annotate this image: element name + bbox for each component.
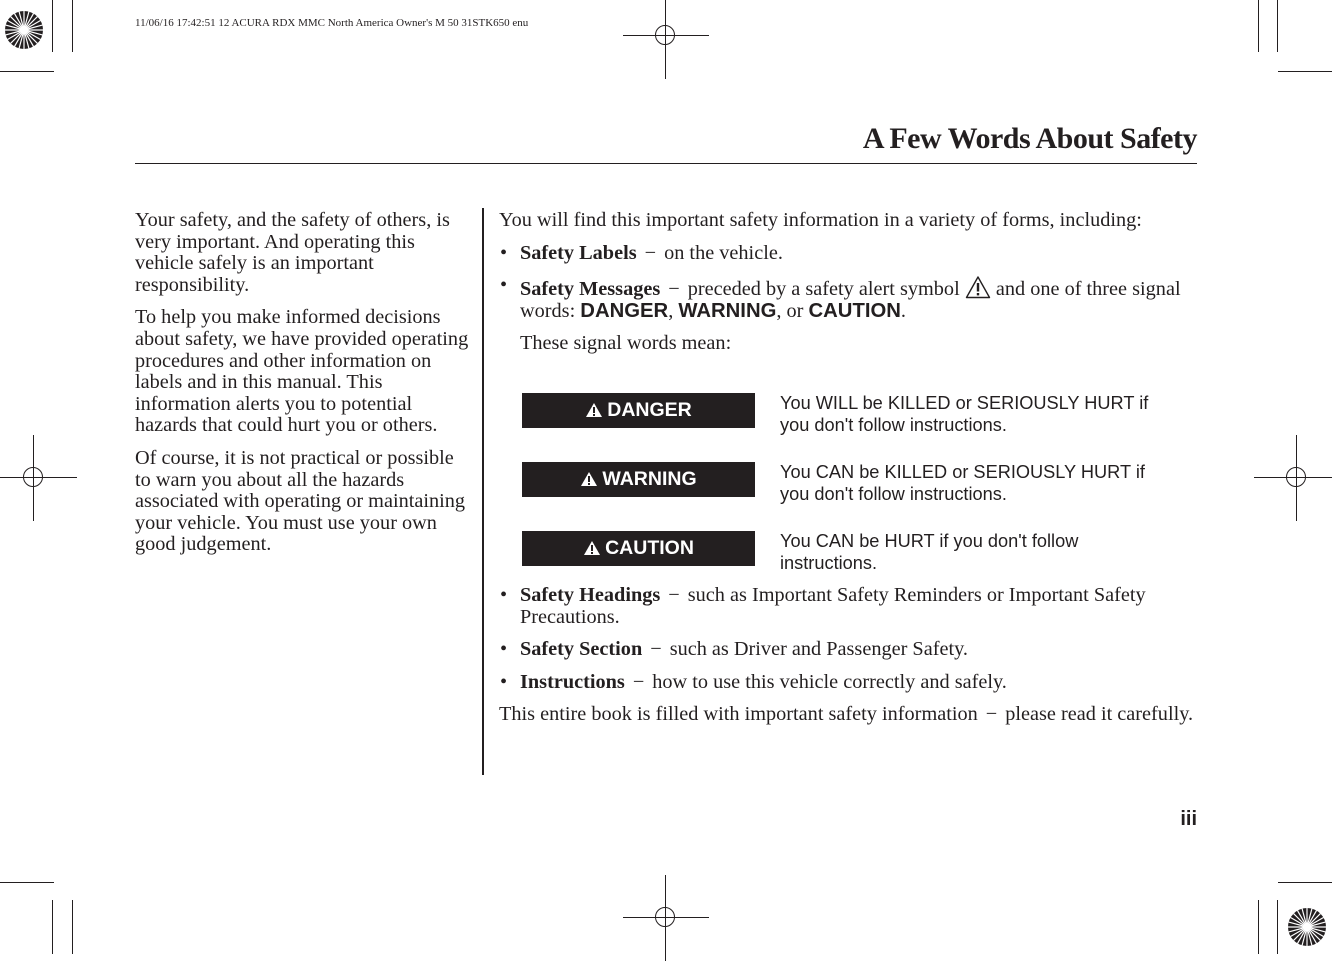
- bullet-mark: •: [500, 638, 508, 661]
- procedures-paragraph: To help you make informed decisions about safety, we have provided operating procedures and other information on labels and in this manual. This information alerts you to potential hazards that could hurt you or others.: [135, 306, 469, 437]
- danger-label-text: DANGER: [607, 398, 692, 421]
- bullet-mark: •: [500, 274, 508, 297]
- dash: −: [668, 583, 680, 606]
- term-instructions: Instructions: [520, 670, 625, 693]
- dash: −: [985, 703, 998, 726]
- registration-target-icon: [623, 0, 709, 79]
- dash: −: [650, 638, 662, 661]
- page-title: A Few Words About Safety: [862, 122, 1197, 155]
- instructions-text: how to use this vehicle correctly and safely.: [652, 670, 1007, 693]
- intro-paragraph: Your safety, and the safety of others, is very important. And operating this vehicle safely is an important responsibility.: [135, 209, 450, 296]
- signal-word-danger: DANGER: [580, 299, 669, 322]
- list-item-safety-labels: [499, 243, 1199, 265]
- column-divider: [482, 208, 484, 775]
- list-item-instructions: [499, 672, 1199, 694]
- safety-messages-text-after: and one of three signal words:: [520, 278, 1181, 322]
- closing-text-end: please read it carefully.: [1005, 703, 1194, 726]
- safety-labels-text: on the vehicle.: [664, 241, 783, 264]
- alert-triangle-icon: [583, 540, 601, 556]
- list-item-safety-headings: [499, 585, 1199, 628]
- color-bar-starburst-icon: [4, 10, 44, 50]
- alert-triangle-icon: [585, 402, 603, 418]
- bullet-mark: •: [500, 583, 508, 606]
- right-column: [499, 210, 1199, 726]
- separator: ,: [668, 299, 674, 322]
- registration-target-icon: [1254, 435, 1332, 521]
- safety-messages-text-before: preceded by a safety alert symbol: [687, 278, 960, 301]
- forms-intro: You will find this important safety information in a variety of forms, including:: [499, 209, 1142, 231]
- alert-triangle-icon: [580, 471, 598, 487]
- dash: −: [644, 241, 657, 264]
- danger-description: You WILL be KILLED or SERIOUSLY HURT if you don't follow instructions.: [780, 392, 1149, 435]
- signal-word-table: [499, 355, 1199, 585]
- signal-words-intro: These signal words mean:: [520, 332, 732, 355]
- dash: −: [668, 278, 680, 301]
- warning-description: You CAN be KILLED or SERIOUSLY HURT if you don't follow instructions.: [780, 461, 1145, 504]
- separator: , or: [776, 299, 804, 322]
- warning-label: [522, 462, 755, 497]
- color-bar-starburst-icon: [1287, 907, 1327, 947]
- title-rule: [135, 163, 1197, 164]
- term-safety-headings: Safety Headings: [520, 583, 661, 606]
- caution-description: You CAN be HURT if you don't follow instructions.: [780, 530, 1079, 573]
- safety-alert-triangle-icon: [965, 275, 991, 299]
- judgement-paragraph: Of course, it is not practical or possible to warn you about all the hazards associated with operating or maintaining your vehicle. You must use your own good judgement.: [135, 446, 466, 556]
- signal-word-warning: WARNING: [678, 299, 777, 322]
- caution-label: [522, 531, 755, 566]
- left-column: [135, 210, 470, 567]
- print-header: 11/06/16 17:42:51 12 ACURA RDX MMC North America Owner's M 50 31STK650 enu: [135, 17, 529, 29]
- registration-target-icon: [0, 435, 77, 521]
- caution-label-text: CAUTION: [605, 536, 694, 559]
- bullet-mark: •: [500, 241, 508, 264]
- registration-target-icon: [623, 875, 709, 961]
- term-safety-section: Safety Section: [520, 638, 643, 661]
- closing-text: This entire book is filled with important safety information: [499, 703, 978, 726]
- page-number: iii: [1180, 808, 1197, 830]
- sentence-end: .: [900, 299, 906, 322]
- safety-section-text: such as Driver and Passenger Safety.: [669, 638, 968, 661]
- warning-label-text: WARNING: [602, 467, 697, 490]
- list-item-safety-section: [499, 639, 1199, 661]
- closing-paragraph: [499, 704, 1199, 726]
- term-safety-messages: Safety Messages: [520, 278, 661, 301]
- term-safety-labels: Safety Labels: [520, 241, 637, 264]
- bullet-mark: •: [500, 670, 508, 693]
- signal-word-caution: CAUTION: [808, 299, 901, 322]
- danger-label: [522, 393, 755, 428]
- list-item-safety-messages: [499, 275, 1199, 322]
- dash: −: [632, 670, 645, 693]
- safety-headings-text: such as Important Safety Reminders or Important Safety Precautions.: [520, 583, 1146, 628]
